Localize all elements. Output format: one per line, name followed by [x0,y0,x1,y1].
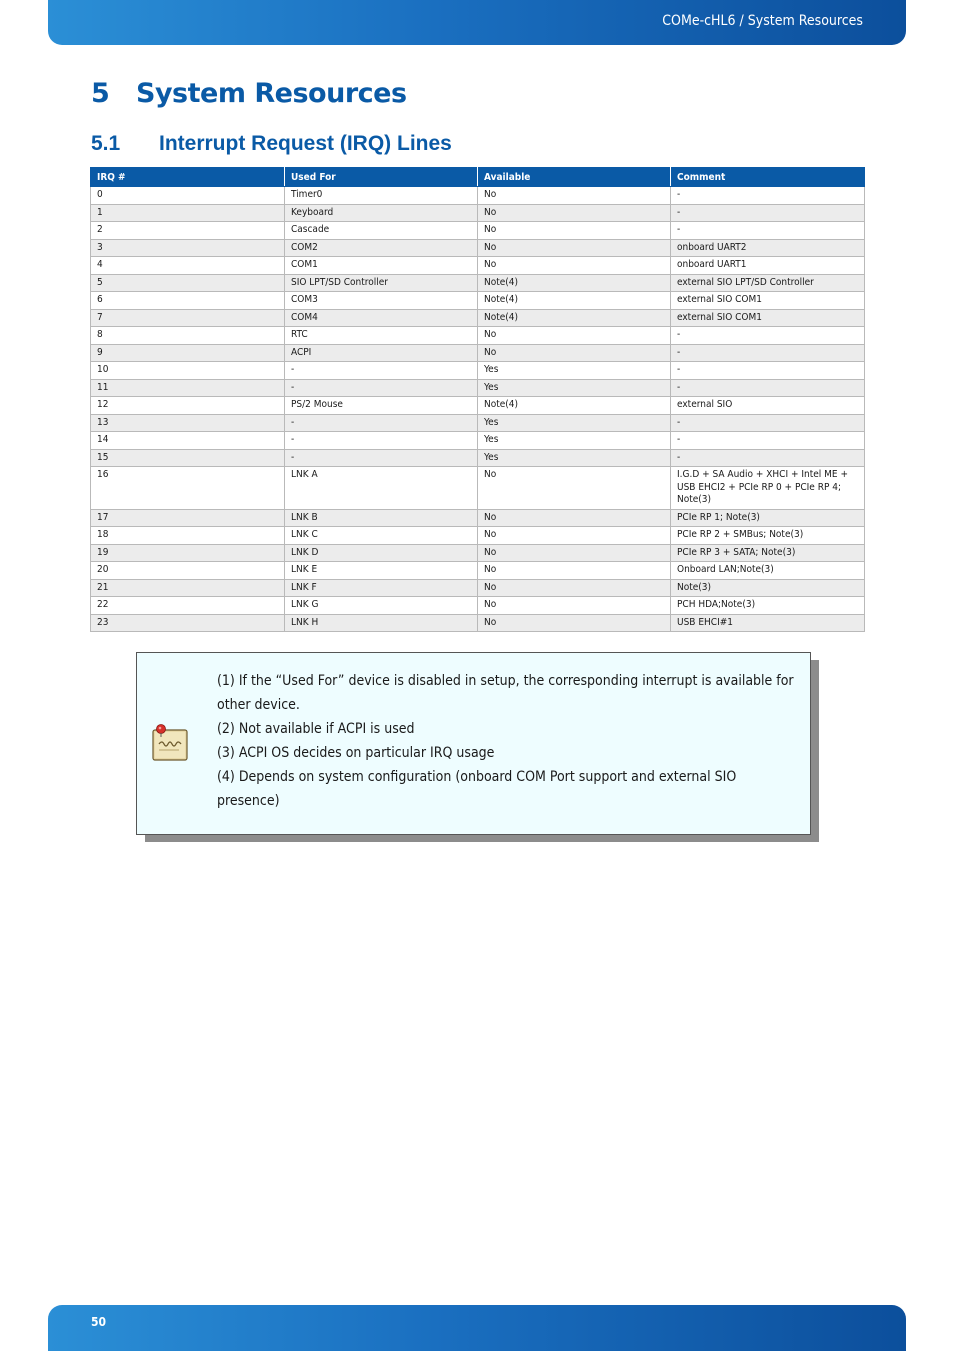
note-line-1: (1) If the “Used For” device is disabled in setup, the corresponding interrupt is available for other device. [217,673,794,713]
used-for-cell: LNK C [285,527,478,545]
irq-cell: 21 [91,579,285,597]
table-row [91,292,865,310]
available-cell: No [478,579,671,597]
note-line-2: (2) Not available if ACPI is used [217,721,415,737]
available-cell: Yes [478,432,671,450]
table-row [91,432,865,450]
irq-cell: 12 [91,397,285,415]
table-row [91,527,865,545]
used-for-cell: LNK A [285,467,478,510]
table-row [91,509,865,527]
available-cell: Yes [478,449,671,467]
available-cell: No [478,527,671,545]
irq-cell: 18 [91,527,285,545]
table-row [91,562,865,580]
irq-cell: 13 [91,414,285,432]
comment-cell: - [671,379,865,397]
comment-cell: - [671,414,865,432]
comment-cell: PCIe RP 3 + SATA; Note(3) [671,544,865,562]
irq-cell: 6 [91,292,285,310]
section-heading [91,132,452,156]
available-cell: No [478,257,671,275]
comment-cell: PCH HDA;Note(3) [671,597,865,615]
irq-cell: 23 [91,614,285,632]
comment-cell: - [671,432,865,450]
used-for-cell: COM1 [285,257,478,275]
comment-cell: PCIe RP 2 + SMBus; Note(3) [671,527,865,545]
used-for-cell: COM2 [285,239,478,257]
note-text [217,669,797,813]
comment-cell: USB EHCI#1 [671,614,865,632]
column-header-available: Available [478,168,671,187]
irq-cell: 15 [91,449,285,467]
comment-cell: - [671,362,865,380]
irq-cell: 2 [91,222,285,240]
used-for-cell: - [285,432,478,450]
available-cell: No [478,544,671,562]
table-row [91,257,865,275]
table-row [91,187,865,205]
used-for-cell: - [285,379,478,397]
comment-cell: external SIO COM1 [671,292,865,310]
irq-cell: 4 [91,257,285,275]
table-row [91,239,865,257]
available-cell: Note(4) [478,397,671,415]
irq-cell: 7 [91,309,285,327]
comment-cell: PCIe RP 1; Note(3) [671,509,865,527]
comment-cell: onboard UART2 [671,239,865,257]
table-row [91,397,865,415]
page-number: 50 [91,1315,107,1329]
table-row [91,222,865,240]
table-row [91,344,865,362]
page-header-bar [48,0,906,45]
irq-cell: 11 [91,379,285,397]
table-row [91,327,865,345]
available-cell: Note(4) [478,309,671,327]
table-row [91,467,865,510]
used-for-cell: COM4 [285,309,478,327]
column-header-used-for: Used For [285,168,478,187]
available-cell: No [478,187,671,205]
table-row [91,309,865,327]
comment-cell: onboard UART1 [671,257,865,275]
comment-cell: Note(3) [671,579,865,597]
available-cell: Note(4) [478,274,671,292]
section-title: Interrupt Request (IRQ) Lines [159,132,452,155]
comment-cell: - [671,344,865,362]
irq-table-body [91,187,865,632]
table-row [91,544,865,562]
comment-cell: Onboard LAN;Note(3) [671,562,865,580]
irq-table [90,167,865,632]
used-for-cell: LNK D [285,544,478,562]
irq-cell: 22 [91,597,285,615]
table-row [91,449,865,467]
used-for-cell: RTC [285,327,478,345]
chapter-title: System Resources [136,78,407,109]
table-row [91,379,865,397]
available-cell: No [478,562,671,580]
available-cell: No [478,222,671,240]
available-cell: Yes [478,379,671,397]
section-number: 5.1 [91,132,121,155]
table-row [91,614,865,632]
column-header-irq: IRQ # [91,168,285,187]
note-line-3: (3) ACPI OS decides on particular IRQ usage [217,745,495,761]
irq-cell: 8 [91,327,285,345]
used-for-cell: LNK B [285,509,478,527]
note-line-4: (4) Depends on system configuration (onboard COM Port support and external SIO presence) [217,769,737,809]
irq-cell: 1 [91,204,285,222]
table-row [91,274,865,292]
table-row [91,597,865,615]
available-cell: No [478,344,671,362]
irq-cell: 3 [91,239,285,257]
note-box [136,652,811,835]
table-row [91,414,865,432]
available-cell: No [478,239,671,257]
used-for-cell: Timer0 [285,187,478,205]
irq-cell: 19 [91,544,285,562]
used-for-cell: Keyboard [285,204,478,222]
available-cell: Yes [478,362,671,380]
irq-cell: 20 [91,562,285,580]
available-cell: No [478,204,671,222]
irq-cell: 5 [91,274,285,292]
used-for-cell: LNK E [285,562,478,580]
comment-cell: - [671,449,865,467]
used-for-cell: PS/2 Mouse [285,397,478,415]
comment-cell: - [671,327,865,345]
chapter-heading [91,78,407,109]
column-header-comment: Comment [671,168,865,187]
used-for-cell: COM3 [285,292,478,310]
available-cell: No [478,597,671,615]
used-for-cell: - [285,362,478,380]
available-cell: No [478,614,671,632]
comment-cell: - [671,204,865,222]
available-cell: Note(4) [478,292,671,310]
used-for-cell: LNK H [285,614,478,632]
header-title: COMe-cHL6 / System Resources [662,13,863,29]
irq-cell: 0 [91,187,285,205]
irq-cell: 10 [91,362,285,380]
used-for-cell: LNK F [285,579,478,597]
used-for-cell: - [285,414,478,432]
note-icon [151,720,189,762]
used-for-cell: LNK G [285,597,478,615]
page-footer-bar [48,1305,906,1351]
available-cell: Yes [478,414,671,432]
comment-cell: external SIO [671,397,865,415]
used-for-cell: Cascade [285,222,478,240]
used-for-cell: - [285,449,478,467]
table-row [91,579,865,597]
irq-cell: 17 [91,509,285,527]
used-for-cell: SIO LPT/SD Controller [285,274,478,292]
comment-cell: external SIO LPT/SD Controller [671,274,865,292]
irq-cell: 14 [91,432,285,450]
irq-cell: 9 [91,344,285,362]
available-cell: No [478,327,671,345]
available-cell: No [478,467,671,510]
comment-cell: - [671,222,865,240]
table-row [91,204,865,222]
used-for-cell: ACPI [285,344,478,362]
comment-cell: external SIO COM1 [671,309,865,327]
chapter-number: 5 [91,78,110,109]
available-cell: No [478,509,671,527]
comment-cell: - [671,187,865,205]
table-header-row [91,168,865,187]
table-row [91,362,865,380]
irq-cell: 16 [91,467,285,510]
comment-cell: I.G.D + SA Audio + XHCI + Intel ME + USB EHCI2 + PCIe RP 0 + PCIe RP 4; Note(3) [671,467,865,510]
